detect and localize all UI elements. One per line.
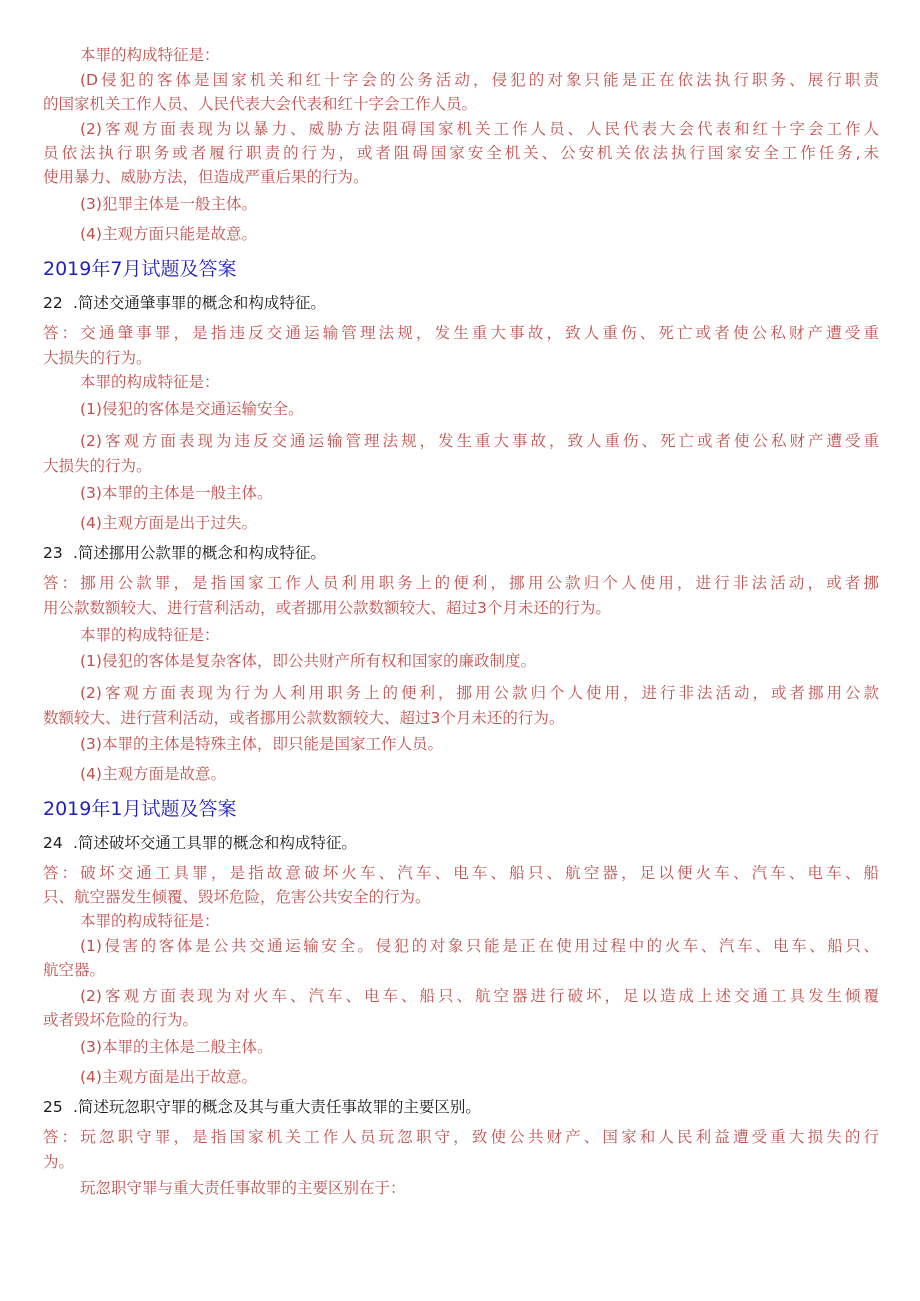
question-23 xyxy=(43,542,879,564)
question-text: .简述挪用公款罪的概念和构成特征。 xyxy=(73,544,326,562)
answer-line: (4)主观方面只能是故意。 xyxy=(80,225,257,243)
answer-line: 玩忽职守罪与重大责任事故罪的主要区别在于： xyxy=(80,1179,406,1197)
answer-line: 大损失的行为。 xyxy=(43,349,152,367)
answer-line: 答：玩忽职守罪，是指国家机关工作人员玩忽职守，致使公共财产、国家和人民利益遭受重大损失的行 xyxy=(43,1128,879,1146)
answer-line: 使用暴力、威胁方法，但造成严重后果的行为。 xyxy=(43,168,369,186)
answer-line: (D侵犯的客体是国家机关和红十字会的公务活动，侵犯的对象只能是正在依法执行职务、展行职责 xyxy=(80,71,879,89)
question-number: 22 xyxy=(43,294,63,312)
answer-line: (3)本罪的主体是一般主体。 xyxy=(80,484,273,502)
answer-line: (2)客观方面表现为对火车、汽车、电车、船只、航空器进行破坏，足以造成上述交通工具发生倾覆 xyxy=(80,987,879,1005)
answer-line: 为。 xyxy=(43,1153,75,1171)
answer-line: 本罪的构成特征是： xyxy=(80,912,220,930)
answer-line: (3)本罪的主体是二般主体。 xyxy=(80,1038,273,1056)
question-text: .简述玩忽职守罪的概念及其与重大责任事故罪的主要区别。 xyxy=(73,1098,481,1116)
question-text: .简述交通肇事罪的概念和构成特征。 xyxy=(73,294,326,312)
question-text: .简述破坏交通工具罪的概念和构成特征。 xyxy=(73,834,357,852)
question-24 xyxy=(43,832,879,854)
answer-line: 的国家机关工作人员、人民代表大会代表和红十字会工作人员。 xyxy=(43,95,478,113)
answer-line: (3)本罪的主体是特殊主体，即只能是国家工作人员。 xyxy=(80,735,443,753)
answer-line: 答：挪用公款罪，是指国家工作人员利用职务上的便利，挪用公款归个人使用，进行非法活动，或者挪 xyxy=(43,574,879,592)
answer-line: (2)客观方面表现为以暴力、威胁方法阻碍国家机关工作人员、人民代表大会代表和红十字会工作人 xyxy=(80,120,879,138)
answer-line: 本罪的构成特征是： xyxy=(80,626,220,644)
answer-line: (1)侵犯的客体是交通运输安全。 xyxy=(80,400,304,418)
answer-line: 本罪的构成特征是： xyxy=(80,373,220,391)
answer-line: (1)侵犯的客体是复杂客体，即公共财产所有权和国家的廉政制度。 xyxy=(80,652,536,670)
answer-line: 或者毁坏危险的行为。 xyxy=(43,1011,199,1029)
section-heading-2019-07: 2019年7月试题及答案 xyxy=(43,258,237,280)
question-number: 24 xyxy=(43,834,63,852)
answer-line: 答：交通肇事罪，是指违反交通运输管理法规，发生重大事故，致人重伤、死亡或者使公私财产遭受重 xyxy=(43,324,879,342)
section-heading-2019-01: 2019年1月试题及答案 xyxy=(43,798,237,820)
answer-line: 答：破坏交通工具罪，是指故意破坏火车、汽车、电车、船只、航空器，足以便火车、汽车、电车、船 xyxy=(43,864,879,882)
question-25 xyxy=(43,1096,879,1118)
question-22 xyxy=(43,292,879,314)
answer-line: 只、航空器发生倾覆、毁坏危险，危害公共安全的行为。 xyxy=(43,888,431,906)
answer-line: 用公款数额较大、进行营利活动，或者挪用公款数额较大、超过3个月未还的行为。 xyxy=(43,599,611,617)
answer-line: 本罪的构成特征是： xyxy=(80,46,220,64)
question-number: 25 xyxy=(43,1098,63,1116)
answer-line: 大损失的行为。 xyxy=(43,457,152,475)
answer-line: (3)犯罪主体是一般主体。 xyxy=(80,195,257,213)
answer-line: (2)客观方面表现为行为人利用职务上的便利，挪用公款归个人使用，进行非法活动，或者挪用公款 xyxy=(80,684,879,702)
answer-line: (2)客观方面表现为违反交通运输管理法规，发生重大事故，致人重伤、死亡或者使公私财产遭受重 xyxy=(80,432,879,450)
answer-line: (4)主观方面是出于过失。 xyxy=(80,514,257,532)
answer-line: (4)主观方面是出于故意。 xyxy=(80,1068,257,1086)
question-number: 23 xyxy=(43,544,63,562)
answer-line: 员依法执行职务或者履行职责的行为，或者阻碍国家安全机关、公安机关依法执行国家安全工作任务,未 xyxy=(43,144,879,162)
answer-line: (4)主观方面是故意。 xyxy=(80,765,226,783)
answer-line: (1)侵害的客体是公共交通运输安全。侵犯的对象只能是正在使用过程中的火车、汽车、电车、船只、 xyxy=(80,937,879,955)
answer-line: 数额较大、进行营利活动，或者挪用公款数额较大、超过3个月未还的行为。 xyxy=(43,709,565,727)
answer-line: 航空器。 xyxy=(43,961,106,979)
